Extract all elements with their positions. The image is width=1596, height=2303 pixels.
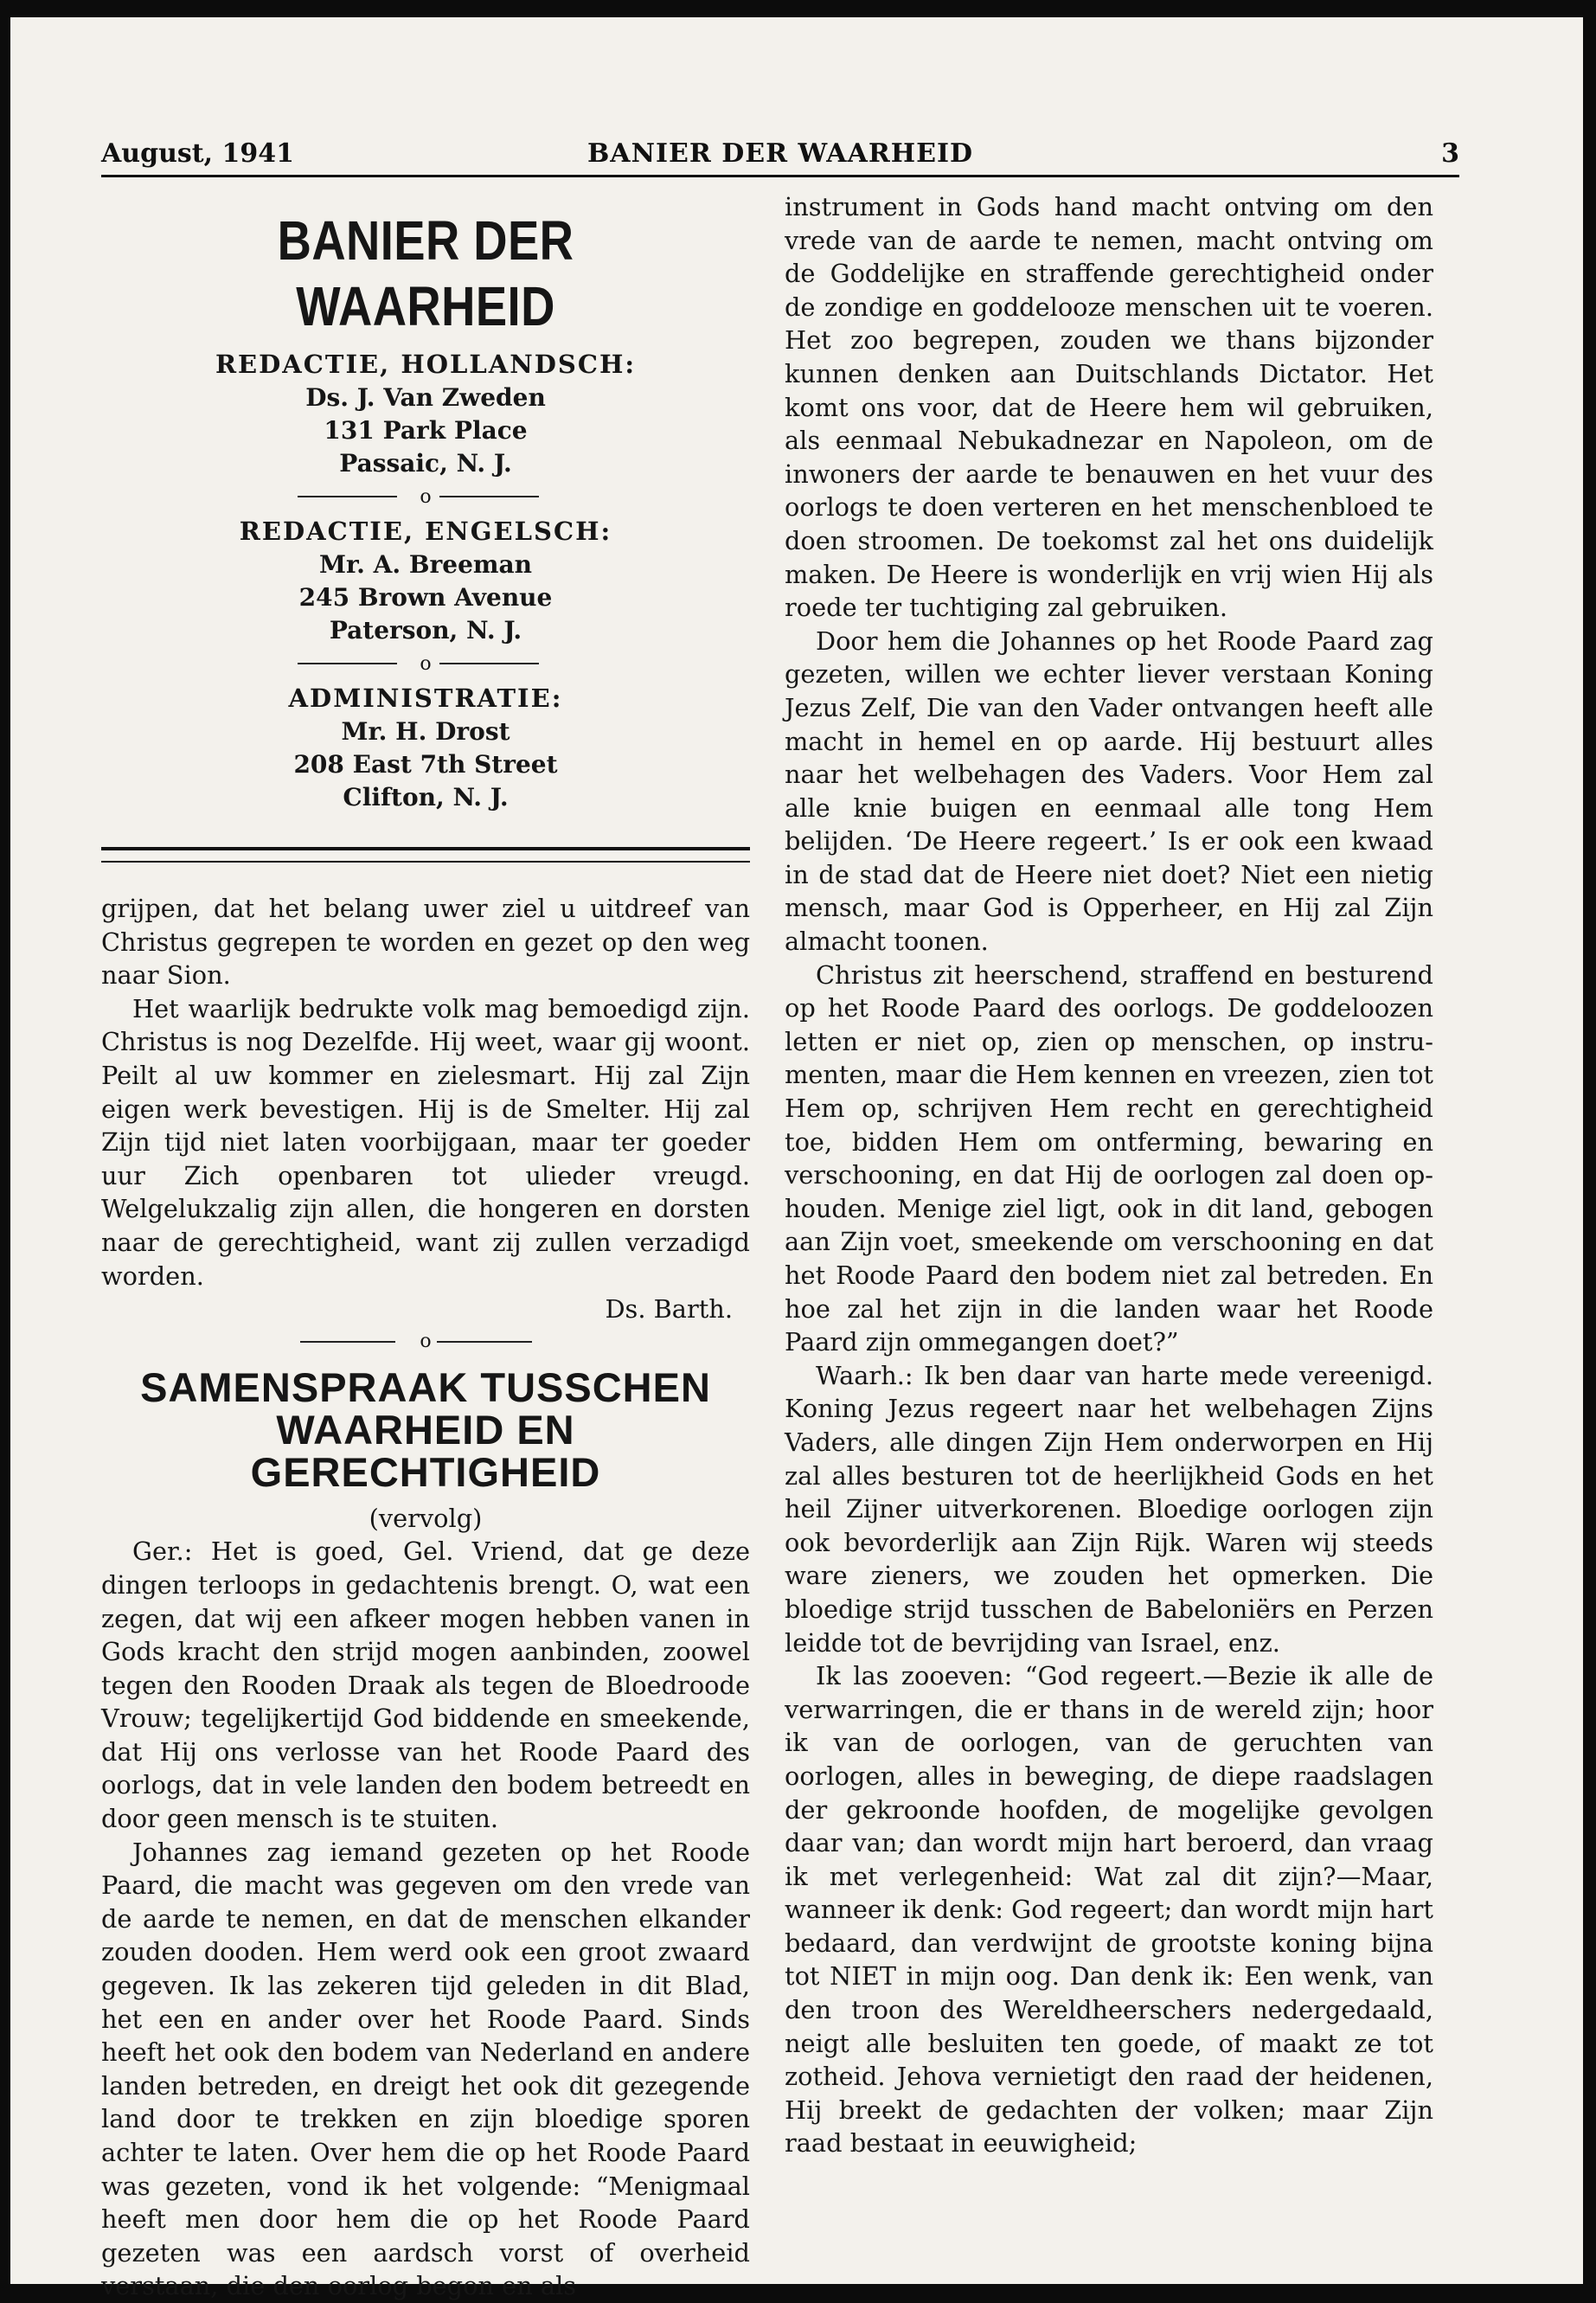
- article-title-line: SAMENSPRAAK TUSSCHEN: [140, 1363, 711, 1410]
- masthead-section-heading: REDACTIE, ENGELSCH:: [239, 516, 612, 546]
- masthead-line: Clifton, N. J.: [343, 783, 509, 812]
- masthead-divider: [101, 647, 750, 682]
- masthead-title: BANIER DER WAARHEID: [277, 209, 574, 337]
- masthead-line: Passaic, N. J.: [339, 449, 512, 478]
- right-column: [785, 190, 1433, 2160]
- body-paragraph: Johannes zag iemand gezeten op het Roode Paard, die macht was gegeven om den vrede van de aarde te nemen, en dat de menschen elkander zouden dooden. Hem werd ook een groot zwaard gegeven. Ik las zekeren tijd geleden in dit Blad, het een en ander over het Roode Paard. Sinds heeft het ook den bodem van Nederland en andere landen betreden, en dreigt het ook dit gezegende land door te trekken en zijn bloedige sporen achter te laten. Over hem die op het Roode Paard was gezeten, vond ik het volgende: “Menigmaal heeft men door hem die op het Roode Paard gezeten was een aardsch vorst of overheid verstaan, die den oorlog begon en als: [101, 1837, 750, 2301]
- running-header: [101, 138, 1459, 175]
- masthead-line: Paterson, N. J.: [329, 616, 522, 645]
- continuation-note: (vervolg): [369, 1503, 483, 1533]
- body-paragraph: grijpen, dat het belang uwer ziel u uitdreef van Christus gegrepen te worden en gezet op den weg naar Sion.: [101, 894, 750, 991]
- body-paragraph: Het waarlijk bedrukte volk mag bemoedigd zijn. Christus is nog Dezelfde. Hij weet, waar gij woont. Peilt al uw kommer en zielesmart. Hij zal Zijn eigen werk bevestigen. Hij is de Smelter. Hij zal Zijn tijd niet laten voorbijgaan, maar ter goeder uur Zich openbaren tot ulieder vreugd. Welgelukzalig zijn allen, die hongeren en dorsten naar de gerechtigheid, want zij zullen verzadigd worden.: [101, 993, 750, 1291]
- divider-mark: o: [420, 486, 432, 508]
- masthead: [101, 208, 750, 814]
- body-paragraph: Waarh.: Ik ben daar van harte mede vereenigd. Koning Jezus regeert naar het welbehagen Zijns Vaders, alle dingen Zijn Hem onderworpen en Hij zal alles besturen tot de heerlijkheid Gods en het heil Zijner uitverkorenen. Bloedige oorlogen zijn ook bevorderlijk aan Zijn Rijk. Waren wij steeds ware zieners, we zouden het opmerken. Die bloedige strijd tusschen de Babeloniërs en Perzen leidde tot de bevrijding van Israel, enz.: [785, 1360, 1433, 1658]
- masthead-line: 131 Park Place: [324, 416, 528, 445]
- issue-date: August, 1941: [101, 138, 295, 169]
- body-paragraph: Christus zit heerschend, straffend en besturend op het Roode Paard des oorlogs. De goddeloozen letten er niet op, zien op menschen, op instrumenten, maar die Hem kennen en vreezen, zien tot Hem op, schrijven Hem recht en gerechtigheid toe, bidden Hem om ontferming, bewaring en verschooning, en dat Hij de oorlogen zal doen ophouden. Menige ziel ligt, ook in dit land, gebogen aan Zijn voet, smeekende om verschooning en dat het Roode Paard den bodem niet zal betreden. En hoe zal het zijn in die landen waar het Roode Paard zijn ommegangen doet?”: [785, 959, 1433, 1357]
- newspaper-page: [10, 17, 1583, 2301]
- masthead-section-heading: ADMINISTRATIE:: [288, 683, 563, 713]
- body-paragraph: instrument in Gods hand macht ontving om den vrede van de aarde te nemen, macht ontving om de Goddelijke en straffende gerechtigheid onder de zondige en goddelooze menschen uit te voeren. Het zoo begrepen, zouden we thans bijzonder kunnen denken aan Duitschlands Dictator. Het komt ons voor, dat de Heere hem wil gebruiken, als eenmaal Nebukadnezar en Napoleon, om de inwoners der aarde te benauwen en het vuur des oorlogs te doen verteren en het menschenbloed te doen stroomen. De toekomst zal het ons duidelijk maken. De Heere is wonderlijk en vrij wien Hij als roede ter tuchtiging zal gebruiken.: [785, 192, 1433, 623]
- body-paragraph: Ik las zooeven: “God regeert.—Bezie ik alle de verwarringen, die er thans in de wereld zijn; hoor ik van de oorlogen, van de geruchten van oorlogen, alles in beweging, de diepe raadslagen der gekroonde hoofden, de mogelijke gevolgen daar van; dan wordt mijn hart beroerd, dan vraag ik met verlegenheid: Wat zal dit zijn?—Maar, wanneer ik denk: God regeert; dan wordt mijn hart bedaard, dan verdwijnt de grootste koning bijna tot NIET in mijn oog. Dan denk ik: Een wenk, van den troon des Wereldheerschers nedergedaald, neigt alle besluiten ten goede, of maakt ze tot zotheid. Jehova vernietigt den raad der heidenen, Hij breekt de gedachten der volken; maar Zijn raad bestaat in eeuwigheid;: [785, 1661, 1433, 2159]
- masthead-line: Mr. A. Breeman: [318, 550, 533, 579]
- section-divider: [101, 1326, 750, 1361]
- left-column: [101, 190, 750, 2303]
- page-number: 3: [1441, 138, 1459, 169]
- masthead-line: 208 East 7th Street: [293, 750, 558, 779]
- masthead-line: 245 Brown Avenue: [298, 583, 553, 612]
- masthead-line: Ds. J. Van Zweden: [305, 383, 546, 412]
- article-title-line: WAARHEID EN GERECHTIGHEID: [250, 1406, 601, 1495]
- body-paragraph: Door hem die Johannes op het Roode Paard zag gezeten, willen we echter liever verstaan Koning Jezus Zelf, Die van den Vader ontvangen heeft alle macht in hemel en op aarde. Hij bestuurt alles naar het welbehagen des Vaders. Voor Hem zal alle knie buigen en eenmaal alle tong Hem belijden. ‘De Heere regeert.’ Is er ook een kwaad in de stad dat de Heere niet doet? Niet een nietig mensch, maar God is Opperheer, en Hij zal Zijn almacht toonen.: [785, 625, 1433, 957]
- divider-mark: o: [420, 653, 432, 675]
- article-title: [101, 1363, 750, 1495]
- header-rule: [101, 175, 1459, 177]
- divider-mark: o: [420, 1330, 432, 1352]
- masthead-divider: [101, 480, 750, 515]
- running-title: BANIER DER WAARHEID: [586, 138, 974, 169]
- masthead-line: Mr. H. Drost: [341, 717, 510, 746]
- masthead-double-rule: [101, 847, 750, 863]
- masthead-section-heading: REDACTIE, HOLLANDSCH:: [215, 350, 637, 379]
- body-paragraph: Ger.: Het is goed, Gel. Vriend, dat ge deze dingen terloops in gedachtenis brengt. O, wat een zegen, dat wij een afkeer mogen hebben vanen in Gods kracht den strijd mogen aanbinden, zoowel tegen den Rooden Draak als tegen de Bloedroode Vrouw; tegelijkertijd God biddende en smeekende, dat Hij ons verlosse van het Roode Paard des oorlogs, dat in vele landen den bodem betreedt en door geen mensch is te stuiten.: [101, 1536, 750, 1834]
- signature: Ds. Barth.: [605, 1294, 733, 1325]
